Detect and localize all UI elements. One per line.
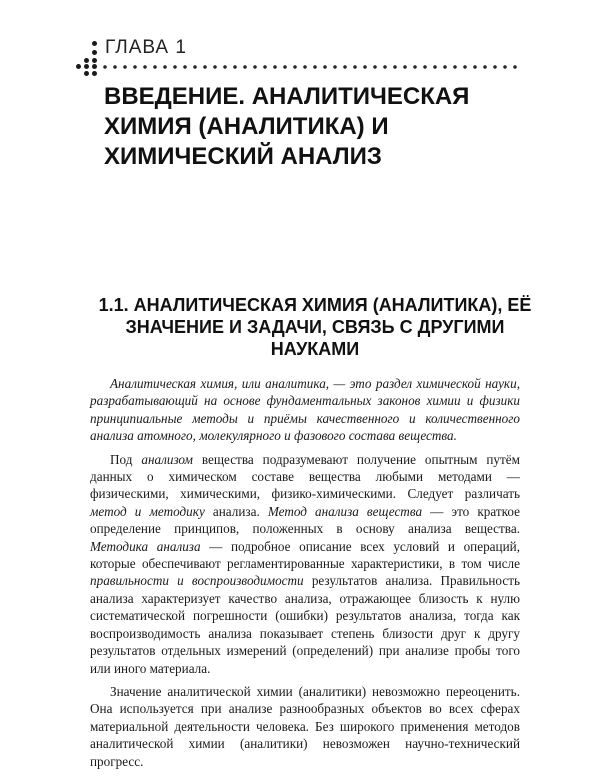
chapter-title: ВВЕДЕНИЕ. АНАЛИТИЧЕСКАЯ ХИМИЯ (АНАЛИТИКА) И ХИМИЧЕСКИЙ АНАЛИЗ	[104, 83, 470, 170]
intro-paragraph: Аналитическая химия, или аналитика, — это раздел химической науки, разрабатывающий на основе фундаментальных законов химии и физики принципиальные методы и приёмы качественного и количественного анализа атомного, молекулярного и фазового состава вещества.	[90, 376, 520, 444]
dotted-rule	[100, 63, 520, 71]
paragraph: Значение аналитической химии (аналитики) невозможно переоценить. Она используется при анализе разнообразных объектов во всех сферах материальной деятельности человека. Без широкого применения методов аналитической химии (аналитики) невозможен научно-технический прогресс.	[90, 683, 520, 769]
paragraph: Под анализом вещества подразумевают получение опытным путём данных о химическом составе вещества любыми методами — физическими, химическими, физико-химическими. Следует различать метод и методику анализа. Метод анализа вещества — это краткое определение принципов, положенных в основу анализа вещества. Методика анализа — подробное описание всех условий и операций, которые обеспечивают регламентированные характеристики, в том числе правильности и воспроизводимости результатов анализа. Правильность анализа характеризует качество анализа, отражающее близость к нулю систематической погрешности (ошибки) результатов анализа, тогда как воспроизводимость анализа показывает степень близости друг к другу результатов отдельных измерений (определений) при анализе пробы того или иного материала.	[90, 451, 520, 676]
body-text	[90, 375, 520, 776]
section-title: 1.1. АНАЛИТИЧЕСКАЯ ХИМИЯ (АНАЛИТИКА), ЕЁ ЗНАЧЕНИЕ И ЗАДАЧИ, СВЯЗЬ С ДРУГИМИ НАУКАМИ	[98, 295, 532, 359]
dotted-arrow-ornament	[62, 36, 102, 82]
chapter-label: ГЛАВА 1	[105, 37, 187, 58]
